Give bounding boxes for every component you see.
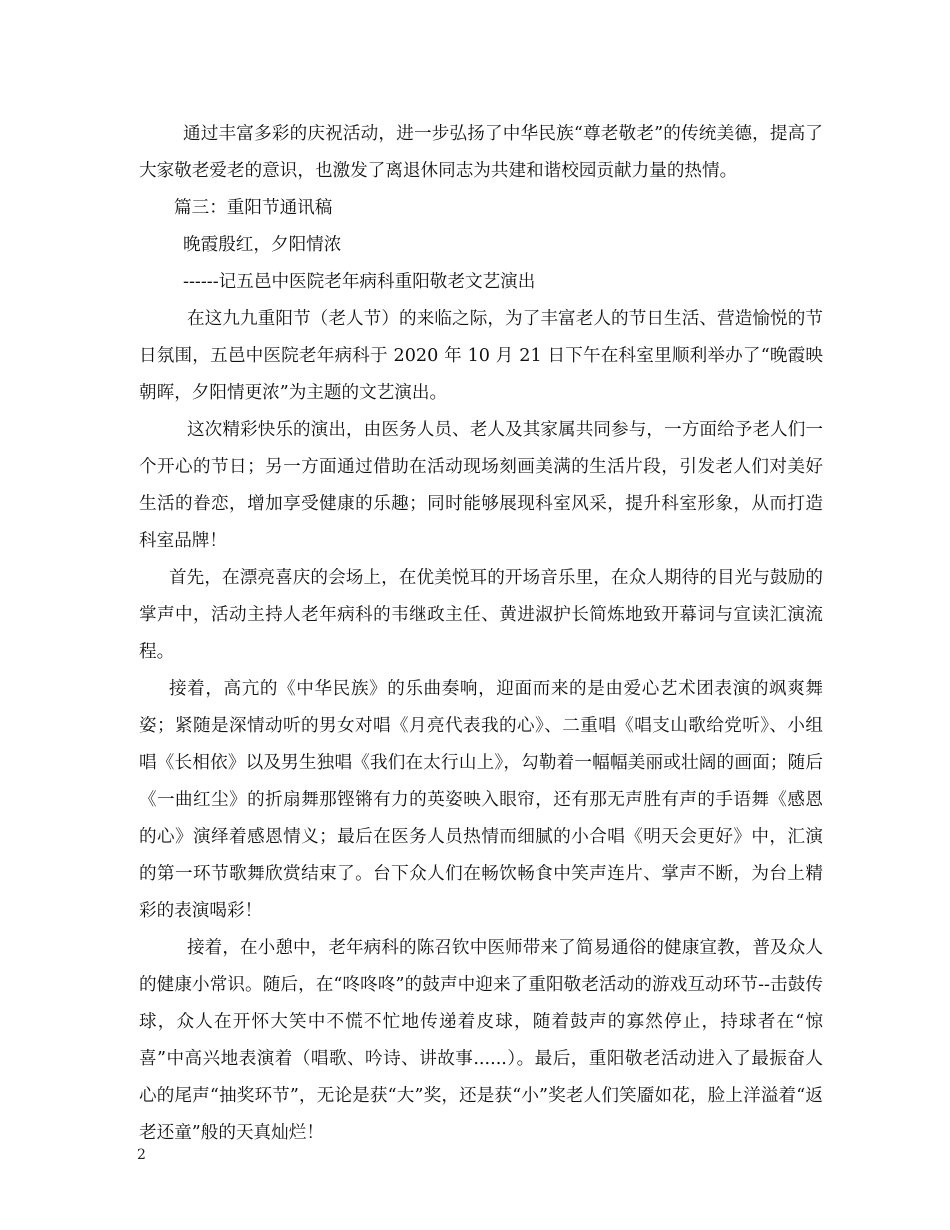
paragraph-celebration-summary: 通过丰富多彩的庆祝活动，进一步弘扬了中华民族“尊老敬老”的传统美德，提高了大家敬老爱老的意识，也激发了离退休同志为共建和谐校园贡献力量的热情。 [139, 124, 823, 181]
paragraph-opening: 首先，在漂亮喜庆的会场上，在优美悦耳的开场音乐里，在众人期待的目光与鼓励的掌声中，活动主持人老年病科的韦继政主任、黄进淑护长简炼地致开幕词与宣读汇演流程。 [139, 568, 823, 662]
article-subtitle: ------记五邑中医院老年病科重阳敬老文艺演出 [183, 272, 536, 292]
page-number: 2 [137, 1147, 146, 1163]
document-body [139, 116, 823, 1152]
article-title: 晚霞殷红，夕阳情浓 [183, 235, 342, 255]
paragraph-games-and-lottery: 接着，在小憩中，老年病科的陈召钦中医师带来了简易通俗的健康宣教，普及众人的健康小常识。随后，在“咚咚咚”的鼓声中迎来了重阳敬老活动的游戏互动环节--击鼓传球，众人在开怀大笑中不慌不忙地传递着皮球，随着鼓声的寡然停止，持球者在“惊喜”中高兴地表演着（唱歌、吟诗、讲故事......）。最后，重阳敬老活动进入了最振奋人心的尾声“抽奖环节”，无论是获“大”奖，还是获“小”奖老人们笑靥如花，脸上洋溢着“返老还童”般的天真灿烂！ [139, 938, 823, 1143]
section-heading: 篇三：重阳节通讯稿 [174, 198, 333, 218]
paragraph-event-purpose: 这次精彩快乐的演出，由医务人员、老人及其家属共同参与，一方面给予老人们一个开心的节日；另一方面通过借助在活动现场刻画美满的生活片段，引发老人们对美好生活的眷恋，增加享受健康的乐趣；同时能够展现科室风采，提升科室形象，从而打造科室品牌！ [139, 420, 823, 551]
paragraph-event-intro: 在这九九重阳节（老人节）的来临之际，为了丰富老人的节日生活、营造愉悦的节日氛围，五邑中医院老年病科于 2020 年 10 月 21 日下午在科室里顺利举办了“晚霞映朝晖，夕阳情更浓”为主题的文艺演出。 [139, 309, 823, 403]
paragraph-performances: 接着，高亢的《中华民族》的乐曲奏响，迎面而来的是由爱心艺术团表演的飒爽舞姿；紧随是深情动听的男女对唱《月亮代表我的心》、二重唱《唱支山歌给党听》、小组唱《长相依》以及男生独唱《我们在太行山上》，勾勒着一幅幅美丽或壮阔的画面；随后《一曲红尘》的折扇舞那铿锵有力的英姿映入眼帘，还有那无声胜有声的手语舞《感恩的心》演绎着感恩情义；最后在医务人员热情而细腻的小合唱《明天会更好》中，汇演的第一环节歌舞欣赏结束了。台下众人们在畅饮畅食中笑声连片、掌声不断，为台上精彩的表演喝彩！ [139, 679, 823, 921]
